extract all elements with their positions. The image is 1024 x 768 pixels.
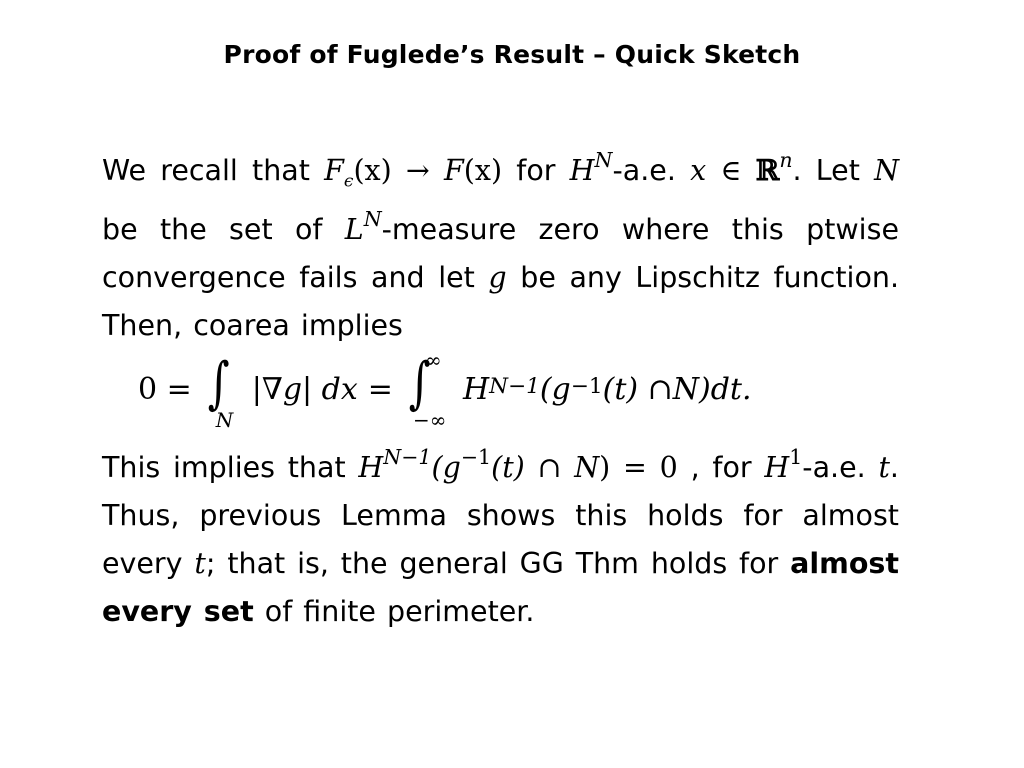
integral-sign: ∫ N	[207, 351, 234, 432]
math-text: (x)	[463, 154, 503, 187]
math-in: ∈	[706, 154, 742, 187]
integral-sign: ∫ ∞ −∞	[408, 348, 447, 432]
math-R: ℝ	[755, 153, 780, 187]
integral-domain: N	[215, 408, 234, 432]
math-sup: N	[594, 148, 613, 173]
text: of finite perimeter.	[253, 595, 535, 628]
math-sup: 1	[789, 445, 803, 470]
text: We recall that	[102, 154, 310, 187]
math-text: (x) →	[353, 154, 445, 187]
text: be the set of	[102, 212, 345, 246]
math-H: H	[569, 154, 595, 187]
math-arg: (g	[431, 451, 461, 484]
text: -a.e.	[612, 154, 691, 187]
math-H: H	[764, 451, 790, 484]
math-g: g	[488, 260, 507, 294]
paragraph-recall	[102, 146, 899, 350]
math-zero-eq: 0 =	[138, 371, 192, 407]
math-t: t	[194, 547, 206, 580]
text: This implies that	[102, 451, 359, 484]
math-F-eps: $F_\epsilon$	[324, 154, 354, 192]
math-sup: −1	[460, 445, 492, 470]
math-t: t	[878, 451, 890, 484]
bold-text: almost every set	[102, 547, 899, 628]
text: , for	[677, 451, 765, 484]
math-H: H	[462, 371, 490, 407]
text: for	[502, 154, 570, 187]
math-eq: =	[367, 371, 393, 407]
text: be any Lipschitz function. Then, coarea implies	[102, 260, 899, 342]
math-arg: (t) ∩	[602, 371, 673, 407]
display-equation: 0 = ∫ N |∇g| dx = ∫ ∞ −∞ H $^{N-1}$ (g $^{-1}$ (t) ∩ N )dt.	[138, 348, 752, 432]
text: -measure zero where this ptwise convergence fails and let	[102, 212, 899, 294]
text: . Let	[792, 154, 875, 187]
math-x: x	[690, 154, 707, 187]
math-calN: N	[672, 371, 699, 407]
integral-lower: −∞	[412, 408, 447, 432]
slide-title: Proof of Fuglede’s Result – Quick Sketch	[223, 40, 801, 69]
math-sup: n	[779, 148, 793, 173]
math-close: )dt.	[699, 371, 752, 407]
math-sup: N−1	[383, 445, 432, 470]
math-integrand: |∇g| dx	[251, 371, 358, 407]
math-F: F	[444, 154, 464, 187]
math-calL: L	[344, 212, 364, 246]
text: -a.e.	[802, 451, 879, 484]
math-H: H	[358, 451, 384, 484]
paragraph-implies	[102, 444, 899, 636]
math-arg: (t) ∩	[491, 451, 575, 484]
math-sup: N	[363, 207, 382, 232]
math-arg: (g	[539, 371, 571, 407]
math-calN: N	[874, 154, 900, 187]
text: . Thus, previous Lemma shows this holds for almost every	[102, 451, 899, 580]
math-calN: N	[574, 451, 600, 484]
integral-upper: ∞	[424, 348, 442, 372]
text: ; that is, the general GG Thm holds for	[205, 547, 791, 580]
math-eq-zero: ) = 0	[599, 451, 678, 484]
